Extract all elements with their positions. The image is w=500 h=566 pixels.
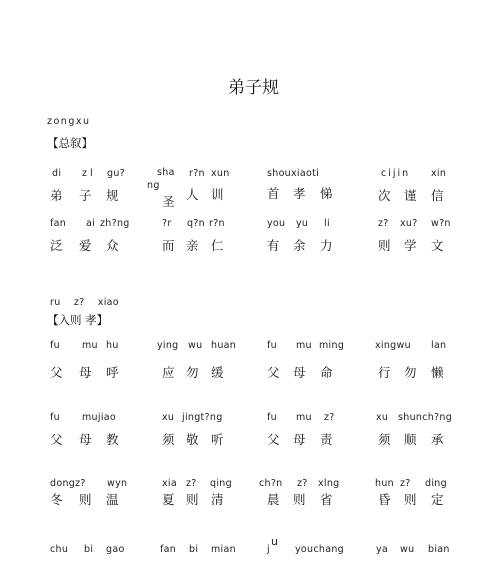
hanzi-char: 力 — [320, 238, 333, 253]
hanzi-char: 谨 — [404, 188, 417, 203]
pinyin-syllable: mu — [82, 340, 98, 351]
hanzi-char: 父 — [267, 432, 280, 447]
hanzi-char: 人 — [186, 187, 199, 202]
section-header: 【入则 孝】 — [47, 313, 109, 327]
hanzi-char: 责 — [320, 432, 333, 447]
hanzi-char: 勿 — [404, 365, 417, 380]
hanzi-char: 母 — [293, 365, 306, 380]
pinyin-syllable: xu — [376, 412, 389, 423]
hanzi-char: 缓 — [211, 365, 224, 380]
pinyin-syllable: ai — [86, 218, 96, 229]
pinyin-syllable: z? — [186, 478, 197, 489]
hanzi-char: 行 — [378, 365, 391, 380]
pinyin-syllable: qing — [210, 478, 232, 489]
pinyin-syllable: ?r — [162, 218, 172, 229]
hanzi-char: 承 — [431, 432, 444, 447]
hanzi-char: 夏 — [162, 492, 175, 507]
pinyin-syllable: ya — [376, 544, 389, 555]
pinyin-syllable: gu? — [107, 168, 125, 179]
pinyin-syllable: ming — [319, 340, 345, 351]
hanzi-char: 呼 — [106, 365, 119, 380]
hanzi-char: 昏 — [378, 492, 391, 507]
pinyin-syllable: z? — [378, 218, 389, 229]
hanzi-char: 首 — [267, 186, 280, 201]
hanzi-char: 则 — [293, 492, 306, 507]
pinyin-syllable: zh?ng — [100, 218, 130, 229]
pinyin-syllable: xia — [162, 478, 177, 489]
pinyin-syllable: wu — [400, 544, 415, 555]
hanzi-char: 母 — [79, 365, 92, 380]
hanzi-char: 爱 — [79, 238, 92, 253]
section-pinyin: zongxu — [47, 116, 91, 127]
pinyin-syllable: xu? — [400, 218, 418, 229]
hanzi-char: 训 — [211, 187, 224, 202]
hanzi-char: 则 — [186, 492, 199, 507]
pinyin-syllable: you — [267, 218, 286, 229]
pinyin-syllable: youchang — [295, 544, 344, 555]
pinyin-syllable: huan — [211, 340, 237, 351]
hanzi-char: 晨 — [267, 492, 280, 507]
hanzi-char: 众 — [106, 238, 119, 253]
pinyin-syllable: r?n — [209, 218, 225, 229]
pinyin-syllable: xingwu — [375, 340, 411, 351]
hanzi-char: 文 — [431, 238, 444, 253]
hanzi-char: 泛 — [50, 238, 63, 253]
hanzi-char: 省 — [320, 492, 333, 507]
hanzi-char: 父 — [267, 365, 280, 380]
pinyin-syllable: mu — [296, 340, 312, 351]
hanzi-char: 敬 — [186, 432, 199, 447]
pinyin-syllable: hun — [375, 478, 394, 489]
hanzi-char: 听 — [211, 432, 224, 447]
pinyin-syllable: mian — [211, 544, 236, 555]
pinyin-syllable: fu — [267, 340, 277, 351]
pinyin-syllable: fu — [50, 340, 60, 351]
pinyin-syllable: xu — [162, 412, 175, 423]
pinyin-syllable: wyn — [107, 478, 128, 489]
hanzi-char: 冬 — [50, 492, 63, 507]
pinyin-syllable: li — [324, 218, 330, 229]
hanzi-char: 须 — [378, 432, 391, 447]
pinyin-syllable: zl — [82, 168, 96, 179]
pinyin-syllable: ng — [147, 180, 160, 191]
hanzi-char: 次 — [378, 188, 391, 203]
pinyin-syllable: mujiao — [82, 412, 116, 423]
pinyin-syllable: shunch?ng — [398, 412, 453, 423]
hanzi-char: 教 — [106, 432, 119, 447]
pinyin-syllable: j — [267, 544, 270, 555]
section-header: 【总叙】 — [47, 136, 93, 150]
hanzi-char: 子 — [79, 188, 92, 203]
hanzi-char: 命 — [320, 365, 333, 380]
pinyin-syllable: sha — [157, 167, 175, 178]
pinyin-syllable: fan — [160, 544, 177, 555]
hanzi-char: 父 — [50, 432, 63, 447]
hanzi-char: 孝 — [293, 186, 306, 201]
pinyin-syllable: fu — [50, 412, 60, 423]
pinyin-syllable: ch?n — [259, 478, 283, 489]
hanzi-char: 余 — [293, 238, 306, 253]
hanzi-char: 学 — [404, 238, 417, 253]
page-title: 弟子规 — [228, 78, 279, 98]
pinyin-syllable: bi — [189, 544, 199, 555]
pinyin-syllable: xin — [431, 168, 447, 179]
pinyin-syllable: wu — [188, 340, 203, 351]
hanzi-char: 父 — [50, 365, 63, 380]
pinyin-syllable: xun — [211, 168, 230, 179]
pinyin-syllable: jingt?ng — [182, 412, 223, 423]
hanzi-char: 圣 — [162, 194, 175, 209]
pinyin-syllable: xlng — [318, 478, 340, 489]
hanzi-char: 应 — [162, 365, 175, 380]
hanzi-char: 则 — [378, 238, 391, 253]
pinyin-syllable: z? — [324, 412, 335, 423]
hanzi-char: 母 — [79, 432, 92, 447]
pinyin-syllable: w?n — [431, 218, 451, 229]
hanzi-char: 顺 — [404, 432, 417, 447]
pinyin-syllable: mu — [296, 412, 312, 423]
hanzi-char: 则 — [79, 492, 92, 507]
hanzi-char: 则 — [404, 492, 417, 507]
hanzi-char: 温 — [106, 492, 119, 507]
pinyin-syllable: bi — [84, 544, 94, 555]
hanzi-char: 信 — [431, 188, 444, 203]
pinyin-syllable: chu — [50, 544, 69, 555]
pinyin-syllable: di — [52, 168, 62, 179]
hanzi-char: 懒 — [431, 365, 444, 380]
pinyin-syllable: fu — [267, 412, 277, 423]
pinyin-syllable: yu — [296, 218, 309, 229]
pinyin-syllable: z? — [400, 478, 411, 489]
hanzi-char: 亲 — [186, 238, 199, 253]
hanzi-char: 有 — [267, 238, 280, 253]
pinyin-syllable: bian — [428, 544, 450, 555]
pinyin-syllable: shouxiaoti — [267, 168, 320, 179]
hanzi-char: 清 — [211, 492, 224, 507]
pinyin-syllable: u — [271, 535, 279, 548]
hanzi-char: 定 — [431, 492, 444, 507]
pinyin-syllable: dongz? — [50, 478, 86, 489]
pinyin-syllable: q?n — [187, 218, 205, 229]
pinyin-syllable: ding — [425, 478, 447, 489]
hanzi-char: 须 — [162, 432, 175, 447]
pinyin-syllable: z? — [297, 478, 308, 489]
pinyin-syllable: r?n — [189, 168, 205, 179]
hanzi-char: 规 — [106, 188, 119, 203]
hanzi-char: 仁 — [211, 238, 224, 253]
pinyin-syllable: gao — [106, 544, 125, 555]
pinyin-syllable: ying — [157, 340, 179, 351]
pinyin-syllable: cijin — [381, 168, 411, 179]
hanzi-char: 弟 — [50, 188, 63, 203]
hanzi-char: 勿 — [186, 365, 199, 380]
pinyin-syllable: lan — [431, 340, 447, 351]
hanzi-char: 母 — [293, 432, 306, 447]
pinyin-syllable: hu — [106, 340, 119, 351]
pinyin-syllable: fan — [50, 218, 67, 229]
hanzi-char: 悌 — [320, 186, 333, 201]
hanzi-char: 而 — [162, 238, 175, 253]
section-pinyin: ru z? xiao — [50, 297, 119, 308]
